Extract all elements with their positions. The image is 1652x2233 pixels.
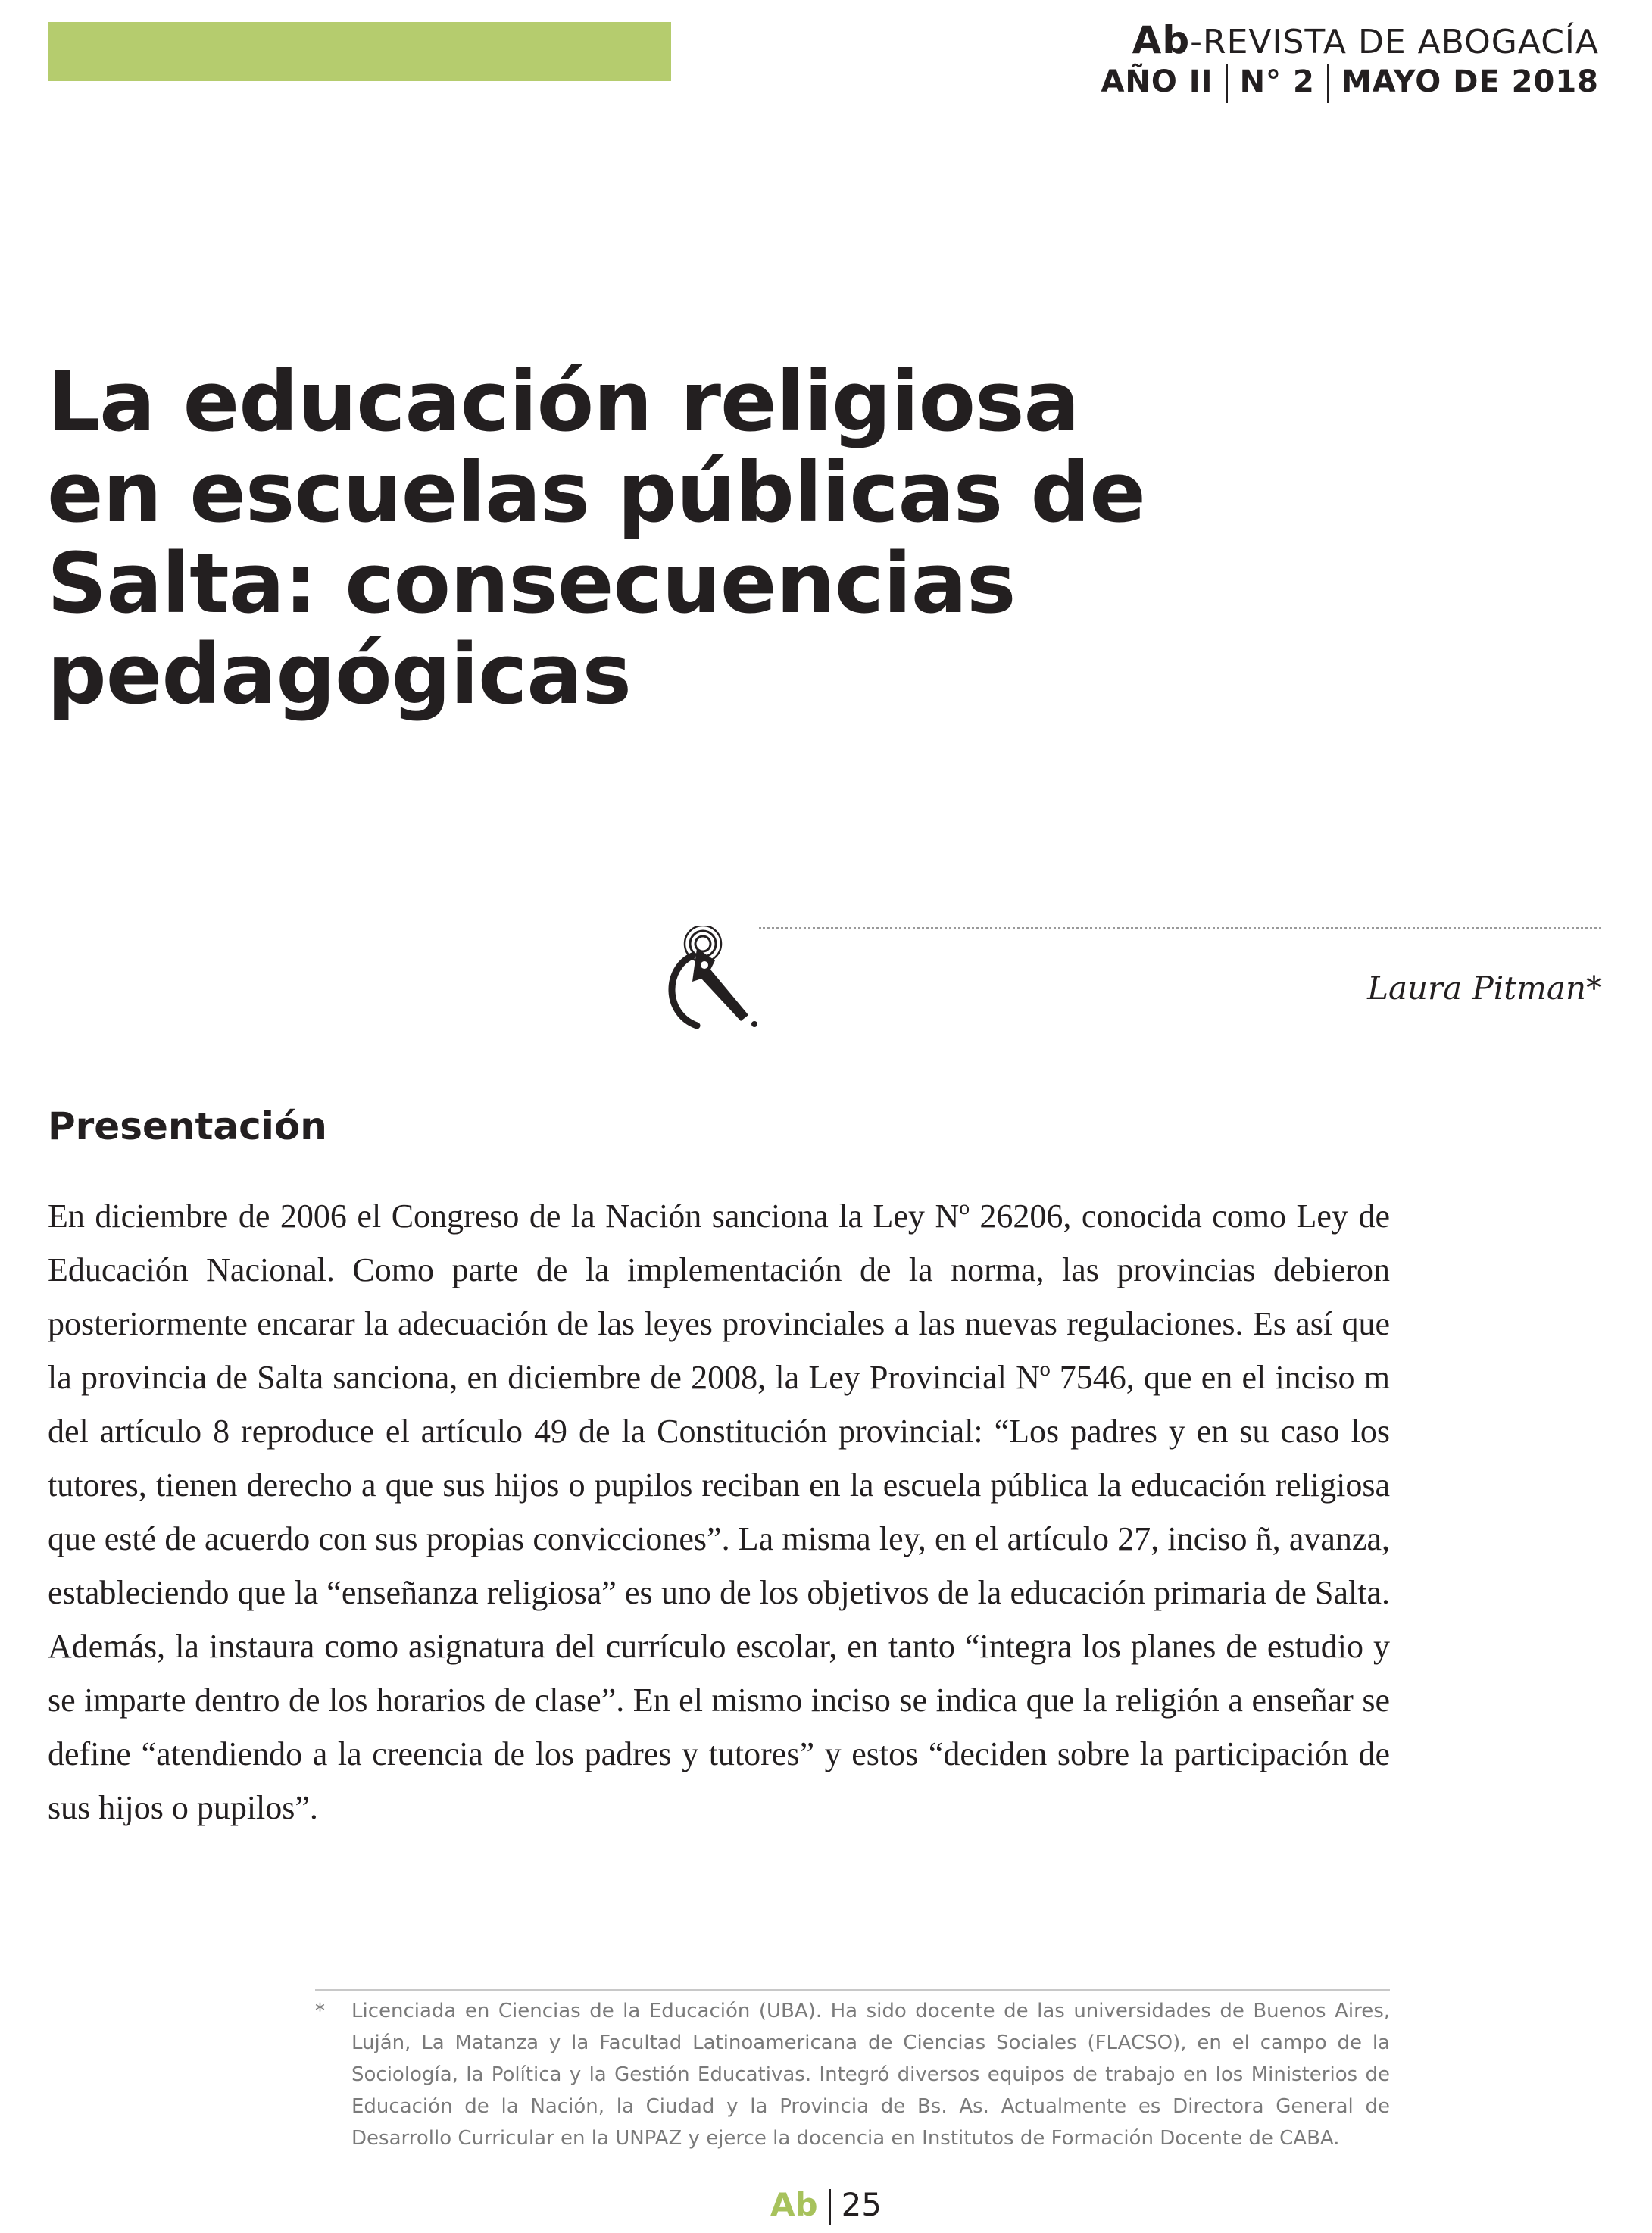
fountain-pen-icon: [659, 926, 769, 1035]
footnote-text: Licenciada en Ciencias de la Educación (UBA). Ha sido docente de las universidades de Buenos Aires, Luján, La Matanza y la Facultad Latinoamericana de Ciencias Sociales (FLACSO), en el campo de la Sociología, la Política y la Gestión Educativas. Integró diversos equipos de trabajo en los Ministerios de Educación de la Nación, la Ciudad y la Provincia de Bs. As. Actualmente es Directora General de Desarrollo Curricular en la UNPAZ y ejerce la docencia en Institutos de Formación Docente de CABA.: [351, 2000, 1390, 2150]
footer-divider: [829, 2189, 831, 2225]
header-accent-bar: [48, 22, 671, 81]
page-footer: [0, 2186, 1652, 2225]
footer-brand: Ab: [770, 2186, 818, 2223]
header-divider: [1226, 64, 1228, 103]
journal-year: AÑO II: [1101, 64, 1213, 99]
body-paragraph: En diciembre de 2006 el Congreso de la Nación sanciona la Ley Nº 26206, conocida como Ley de Educación Nacional. Como parte de la implementación de la norma, las provincias debieron posteriormente encarar la adecuación de las leyes provinciales a las nuevas regulaciones. Es así que la provincia de Salta sanciona, en diciembre de 2008, la Ley Provincial Nº 7546, que en el inciso m del artículo 8 reproduce el artículo 49 de la Constitución provincial: “Los padres y en su caso los tutores, tienen derecho a que sus hijos o pupilos reciban en la escuela pública la educación religiosa que esté de acuerdo con sus propias convicciones”. La misma ley, en el artículo 27, inciso ñ, avanza, estableciendo que la “enseñanza religiosa” es uno de los objetivos de la educación primaria de Salta. Además, la instaura como asignatura del currículo escolar, en tanto “integra los planes de estudio y se imparte dentro de los horarios de clase”. En el mismo inciso se indica que la religión a enseñar se define “atendiendo a la creencia de los padres y tutores” y estos “deciden sobre la participación de sus hijos o pupilos”.: [48, 1198, 1390, 1826]
header-divider: [1327, 64, 1329, 103]
footnote-divider: [315, 1989, 1390, 1991]
journal-name: -REVISTA DE ABOGACÍA: [1190, 23, 1599, 61]
section-heading: Presentación: [48, 1104, 327, 1148]
journal-date: MAYO DE 2018: [1341, 64, 1599, 99]
footnote: [315, 1995, 1390, 2154]
article-title: La educación religiosa en escuelas públicas de Salta: consecuencias pedagógicas: [47, 353, 1145, 723]
journal-header: [1101, 20, 1599, 103]
page-number: 25: [841, 2186, 882, 2223]
footnote-marker: *: [315, 2000, 325, 2022]
journal-ab: Ab: [1132, 18, 1191, 62]
journal-title: [1101, 20, 1599, 63]
journal-issue-line: [1101, 63, 1599, 103]
journal-issue: N° 2: [1239, 64, 1315, 99]
author-divider: [759, 927, 1601, 929]
author-name: Laura Pitman*: [1367, 970, 1602, 1007]
